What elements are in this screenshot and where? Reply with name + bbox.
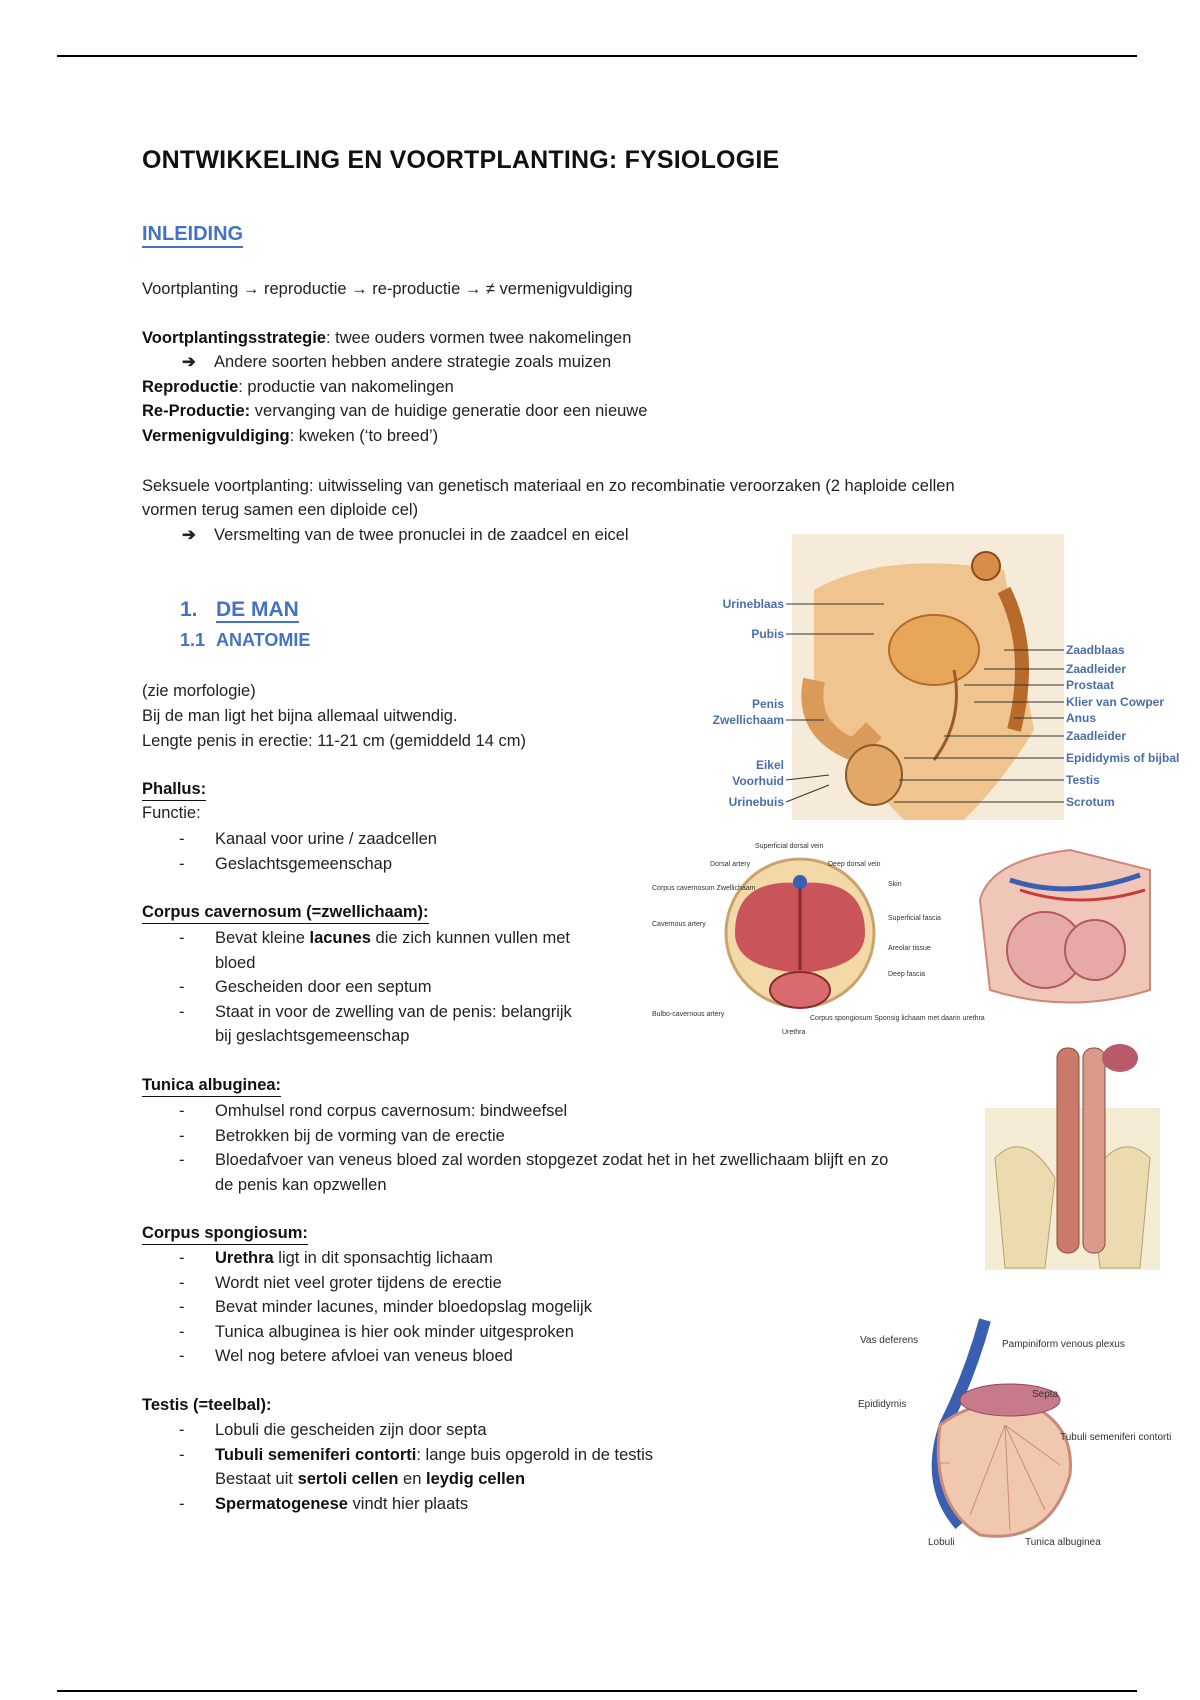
label-lobuli: Lobuli (928, 1537, 955, 1548)
penis-shaft-left (1057, 1048, 1079, 1253)
bladder-shape (889, 615, 979, 685)
label-eikel: Eikel (755, 758, 784, 772)
heading-tunica-albuginea: Tunica albuginea: (142, 1075, 281, 1097)
list-item: - Bevat kleine lacunes die zich kunnen vullen met (179, 929, 570, 947)
phallus-list (142, 827, 437, 876)
testis-list (142, 1418, 653, 1516)
list-item: - Bloedafvoer van veneus bloed zal worden stopgezet zodat het in het zwellichaam blijft en zo (179, 1151, 889, 1169)
label-superficial-dorsal-vein: Superficial dorsal vein (755, 843, 824, 850)
list-item: - Bevat minder lacunes, minder bloedopslag mogelijk (179, 1298, 592, 1316)
label-anus: Anus (1066, 711, 1096, 725)
anatomie-line: (zie morfologie) (142, 682, 256, 700)
intro-line: Voortplanting → reproductie → re-productie → ≠ vermenigvuldiging (142, 280, 633, 298)
label-urethra: Urethra (782, 1029, 806, 1036)
anatomie-line: Bij de man ligt het bijna allemaal uitwendig. (142, 707, 458, 725)
figure-testis (820, 1315, 1180, 1550)
label-voorhuid: Voorhuid (732, 774, 784, 788)
label-scrotum: Scrotum (1066, 795, 1115, 809)
definition-line: Voortplantingsstrategie: twee ouders vormen twee nakomelingen (142, 329, 632, 347)
bottom-rule (57, 1690, 1137, 1692)
testis-body (938, 1403, 1070, 1537)
paragraph-line: Seksuele voortplanting: uitwisseling van genetisch materiaal en zo recombinatie veroorzaken (2 haploide cellen (142, 477, 955, 495)
list-item: - Betrokken bij de vorming van de erectie (179, 1126, 505, 1145)
figure-penis-longitudinal (950, 840, 1190, 1040)
label-bulbo-cavernous-artery: Bulbo-cavernous artery (652, 1011, 725, 1018)
testis-shape (846, 745, 902, 805)
label-testis: Testis (1066, 773, 1100, 787)
pelvis-left (995, 1147, 1055, 1268)
label-tunica-albuginea: Tunica albuginea (1025, 1537, 1101, 1548)
list-item: bij geslachtsgemeenschap (215, 1027, 410, 1045)
list-item: - Geslachtsgemeenschap (179, 854, 393, 873)
list-item: - Spermatogenese vindt hier plaats (179, 1494, 469, 1513)
label-dorsal-artery: Dorsal artery (710, 861, 751, 868)
figure-male-sagittal-anatomy (704, 530, 1184, 830)
label-skin: Skin (888, 881, 902, 888)
glans-shape (1102, 1044, 1138, 1072)
list-item: - Omhulsel rond corpus cavernosum: bindweefsel (179, 1102, 568, 1120)
arrow-icon: ➔ (182, 353, 196, 371)
label-corpus-cavernosum: Corpus cavernosum Zwellichaam (652, 885, 756, 892)
list-item: Bestaat uit sertoli cellen en leydig cellen (215, 1470, 526, 1488)
list-item: - Tunica albuginea is hier ook minder uitgesproken (179, 1322, 574, 1341)
label-cavernous-artery: Cavernous artery (652, 921, 706, 928)
label-areolar-tissue: Areolar tissue (888, 945, 931, 952)
label-pubis: Pubis (751, 627, 784, 641)
label-deep-dorsal-vein: Deep dorsal vein (828, 861, 881, 868)
list-item: - Staat in voor de zwelling van de penis: belangrijk (179, 1002, 572, 1021)
label-corpus-spongiosum: Corpus spongiosum Sponsig lichaam met daarin urethra (810, 1015, 985, 1022)
heading-de-man: 1. DE MAN (180, 598, 299, 621)
label-epididymis: Epididymis of bijbal (1066, 751, 1180, 765)
paragraph-line: vormen terug samen een diploide cel) (142, 501, 419, 519)
heading-corpus-spongiosum: Corpus spongiosum: (142, 1223, 308, 1245)
figure-penis-cross-section (650, 838, 985, 1038)
label-urineblaas: Urineblaas (722, 597, 784, 611)
arrow-icon: ➔ (182, 526, 196, 544)
label-vas-deferens: Vas deferens (860, 1335, 919, 1346)
label-septa: Septa (1032, 1389, 1059, 1400)
bowel-shape (972, 552, 1000, 580)
label-tubuli-semeniferi: Tubuli semeniferi contorti (1060, 1432, 1172, 1443)
label-urinebuis: Urinebuis (728, 795, 784, 809)
list-item: bloed (215, 953, 256, 972)
cavernosum-list (142, 926, 572, 1049)
definition-line: Vermenigvuldiging: kweken (‘to breed’) (142, 427, 439, 445)
arrow-note: ➔ Versmelting van de twee pronuclei in de zaadcel en eicel (182, 523, 629, 548)
heading-anatomie: 1.1 ANATOMIE (180, 630, 311, 650)
list-item: de penis kan opzwellen (215, 1175, 387, 1194)
list-item: - Urethra ligt in dit sponsachtig lichaam (179, 1249, 493, 1267)
functie-label: Functie: (142, 804, 201, 822)
definition-line: Re-Productie: vervanging van de huidige generatie door een nieuwe (142, 402, 648, 420)
label-zaadleider-2: Zaadleider (1066, 729, 1127, 743)
label-deep-fascia: Deep fascia (888, 971, 925, 978)
list-item: - Wel nog betere afvloei van veneus bloed (179, 1347, 513, 1365)
cavernosum-right (1065, 920, 1125, 980)
dorsal-vein-shape (793, 875, 807, 889)
label-zwellichaam: Zwellichaam (712, 713, 784, 727)
section-heading-inleiding: INLEIDING (142, 222, 243, 248)
label-klier-van-cowper: Klier van Cowper (1066, 695, 1165, 709)
spongiosum-shape (770, 972, 830, 1008)
label-epididymis: Epididymis (858, 1399, 907, 1410)
definition-line: Reproductie: productie van nakomelingen (142, 378, 454, 396)
spongiosum-list (142, 1246, 592, 1369)
figure-penis-pelvis (985, 1038, 1160, 1270)
arrow-note: ➔ Andere soorten hebben andere strategie zoals muizen (182, 350, 611, 375)
list-item: - Wordt niet veel groter tijdens de erectie (179, 1273, 502, 1292)
tunica-list (142, 1099, 888, 1197)
page-title: ONTWIKKELING EN VOORTPLANTING: FYSIOLOGIE (142, 146, 780, 174)
list-item: - Lobuli die gescheiden zijn door septa (179, 1421, 487, 1439)
anatomie-line: Lengte penis in erectie: 11-21 cm (gemiddeld 14 cm) (142, 732, 526, 750)
label-zaadleider: Zaadleider (1066, 662, 1127, 676)
penis-shaft-right (1083, 1048, 1105, 1253)
label-superficial-fascia: Superficial fascia (888, 915, 941, 922)
list-item: - Gescheiden door een septum (179, 978, 432, 996)
label-pampiniform-plexus: Pampiniform venous plexus (1002, 1339, 1125, 1350)
label-zaadblaas: Zaadblaas (1066, 643, 1125, 657)
list-item: - Kanaal voor urine / zaadcellen (179, 830, 437, 848)
top-rule (57, 55, 1137, 57)
list-item: - Tubuli semeniferi contorti: lange buis opgerold in de testis (179, 1445, 654, 1464)
heading-corpus-cavernosum: Corpus cavernosum (=zwellichaam): (142, 902, 429, 924)
label-prostaat: Prostaat (1066, 678, 1115, 692)
heading-testis: Testis (=teelbal): (142, 1396, 272, 1414)
label-penis: Penis (751, 697, 784, 711)
heading-phallus: Phallus: (142, 779, 206, 801)
